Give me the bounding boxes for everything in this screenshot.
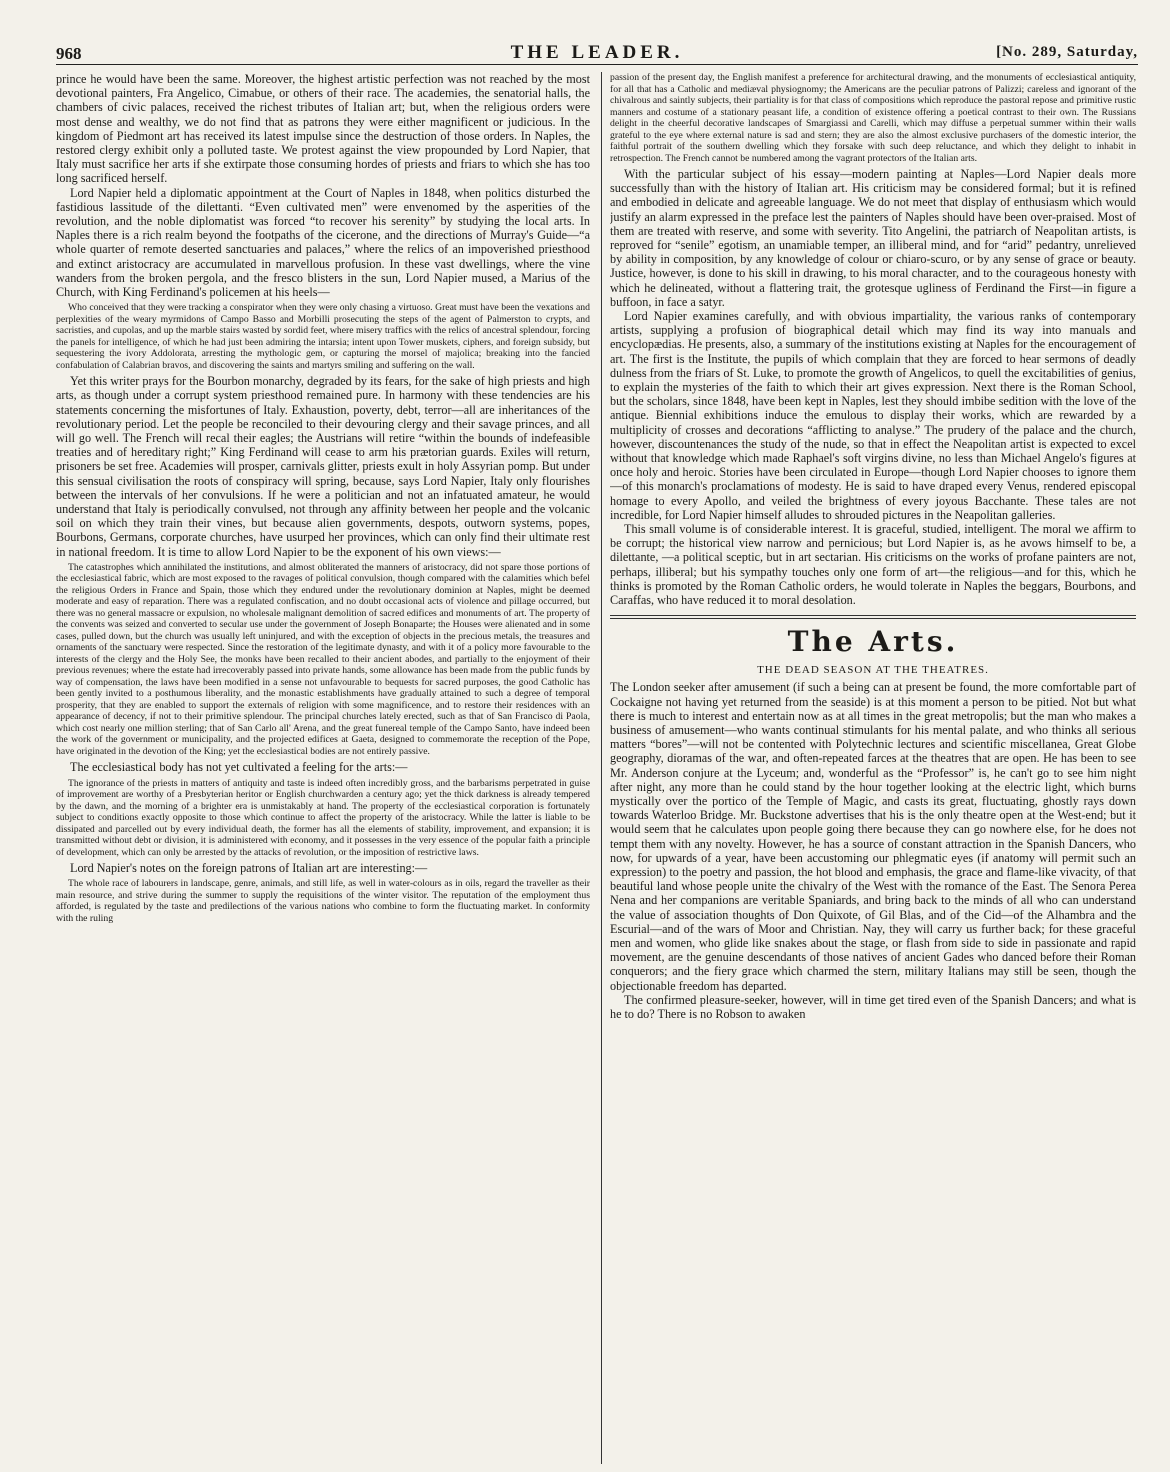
paragraph: prince he would have been the same. Moreover, the highest artistic perfection was not reached by the most devotional painters, Fra Angelico, Cimabue, or others of their race. The academies, the senatorial halls, the chambers of civic palaces, received the richest tributes of Italian art; but, when the religious orders were most dense and wealthy, we do not find that as patrons they were either magnificent or judicious. In the kingdom of Piedmont art has received its latest impulse since the destruction of those orders. In Naples, the restored clergy exhibit only a polluted taste. We protest against the view propounded by Lord Napier, that Italy must sacrifice her arts if she extirpate those consuming hordes of priests and friars to which she has too long sacrificed herself. (56, 72, 590, 186)
block-quote: The ignorance of the priests in matters of antiquity and taste is indeed often incredibly gross, and the barbarisms perpetrated in guise of improvement are worthy of a Presbyterian heritor or English churchwarden a century ago; yet the thick darkness is already tempered by the dawn, and the morning of a brighter era is unmistakably at hand. The property of the ecclesiastical corporation is fortunately subject to conditions exactly opposite to those which continue to affect the property of the aristocracy. While the latter is liable to be dissipated and parcelled out by every individual death, the former has all the elements of stability, improvement, and expansion; it is transmitted without debt or division, it is administered with economy, and it possesses in the very essence of the popular faith a principle of development, which can only be arrested by the attacks of revolution, or the imposition of restrictive laws. (56, 777, 590, 858)
paragraph: With the particular subject of his essay—modern painting at Naples—Lord Napier deals more successfully than with the history of Italian art. His criticism may be considered formal; but it is refined and embodied in delicate and agreeable language. We do not meet that display of enthusiasm which would justify an alarm expressed in the preface lest the painters of Naples should have been over-praised. Most of them are treated with reserve, and some with severity. Tito Angelini, the patriarch of Neapolitan artists, is reproved for “senile” egotism, an unamiable temper, an illiberal mind, and for “arid” pedantry, unrelieved by ability in composition, by any knowledge of colour or chiaro-scuro, or by any sense of grace or beauty. Justice, however, is done to his skill in drawing, to his moral character, and to the courageous honesty with which he delineated, without a flattering trait, the grotesque ugliness of Ferdinand the First—in figure a buffoon, in face a satyr. (610, 167, 1136, 309)
article-heading: THE DEAD SEASON AT THE THEATRES. (757, 664, 989, 677)
masthead-title: THE LEADER. (510, 42, 684, 63)
column-divider (601, 72, 602, 1464)
paragraph: Yet this writer prays for the Bourbon monarchy, degraded by its fears, for the sake of high priests and high arts, as though under a corrupt system priesthood remained pure. In harmony with these tendencies are his statements concerning the misfortunes of Italy. Exhaustion, poverty, debt, terror—all are inheritances of the revolutionary period. Let the people be reconciled to their devouring clergy and their savage princes, and all will go well. The French will recal their eagles; the Austrians will retire “within the bounds of indefeasible treaties and of hereditary right;” King Ferdinand will cease to arm his prætorian guards. Exiles will return, prisoners be set free. Academies will prosper, carnivals glitter, priests exult in holy Assyrian pomp. But under this sensual civilisation the roots of conspiracy will spring, because, says Lord Napier, Italy only flourishes between the intervals of her convulsions. If he were a politician and not an infatuated amateur, he would understand that Italy is periodically convulsed, not through any affinity between her people and the volcanic soil on which they train their vines, but because alien governments, despots, outworn systems, popes, Bourbons, Germans, corporate churches, have usurped her provinces, which can only find their ultimate rest in national freedom. It is time to allow Lord Napier to be the exponent of his own views:— (56, 374, 590, 559)
paragraph: Lord Napier examines carefully, and with obvious impartiality, the various ranks of contemporary artists, supplying a profusion of biographical detail which may find its way into manuals and encyclopædias. He presents, also, a summary of the institutions existing at Naples for the encouragement of art. The first is the Institute, the pupils of which complain that they are forced to hear sermons of deadly dulness from the friars of St. Luke, to promote the growth of Angelicos, to quell the excitabilities of genius, to explain the mysteries of the faith to which their art gives expression. Next there is the Roman School, but the scholars, since 1848, have been kept in Naples, lest they should imbibe sedition with the love of the antique. Biennial exhibitions induce the emulous to display their works, which are rewarded by a multiplicity of crosses and decorations “afflicting to analyse.” The prudery of the palace and the church, however, discountenances the study of the nude, so that in effect the Neapolitan artist is expected to excel without that knowledge which made Raphael's soft virgins divine, no less than Michael Angelo's figures at once holy and heroic. Stories have been circulated in Europe—though Lord Napier chooses to ignore them—of this monarch's proclamations of modesty. He is said to have draped every Venus, rendered episcopal homage to every Apollo, and veiled the brightness of every joyous Bacchante. These tales are not incredible, for Lord Napier himself alludes to shrouded pictures in the Neapolitan galleries. (610, 309, 1136, 522)
paragraph: The London seeker after amusement (if such a being can at present be found, the more comfortable part of Cockaigne not having yet returned from the seaside) is at this moment a person to be pitied. Not but what there is much to interest and entertain now as at all times in the great metropolis; but the man who makes a business of amusement—who wants continual stimulants for his mental palate, and who thinks all serious matters “bores”—will not be contented with Polytechnic lectures and scientific miscellanea, Great Globe geography, dioramas of the war, and often-repeated farces at the theatres that are open. He has been to see Mr. Anderson conjure at the Lyceum; and, wonderful as the “Professor” is, he can't go to see him night after night, any more than he could stand by the hour together looking at the electric light, which burns mystically over the portico of the Temple of Magic, and casts its great, fluctuating, ghostly rays down towards Waterloo Bridge. Mr. Buckstone advertises that his is the only theatre open at the West-end; but it would seem that he calculates upon people going there because they can go nowhere else, for he does not tempt them with any novelty. However, he has a source of constant attraction in the Spanish Dancers, who now, for upwards of a year, have been accustoming our phlegmatic eyes (if anatomy will permit such an expression) to the poetry and passion, the hot blood and emphasis, the grace and flame-like vivacity, of that beautiful land whose people unite the chivalry of the West with the romance of the East. The Senora Perea Nena and her companions are veritable Spaniards, and bring back to the minds of all who can understand the value of association thoughts of Don Quixote, of Gil Blas, and of the Cid—of the Alhambra and the Escurial—and of the wars of Moor and Christian. Nay, they will carry us further back; for these graceful men and women, who glide like snakes about the stage, or flash from side to side in passionate and rapid movement, are the genuine descendants of those natives of ancient Gades who danced before their Roman conquerors; and the fiery grace which charmed the stern, military Italians may still be seen, though the objectionable freedom has departed. (610, 680, 1136, 993)
block-quote: The catastrophes which annihilated the institutions, and almost obliterated the manners of aristocracy, did not spare those portions of the ecclesiastical fabric, which are most exposed to the ravages of political convulsion, though compared with the calamities which befel the religious Orders in France and Spain, those which they endured under the revolutionary dominion at Naples, might be deemed moderate and easy of reparation. There was a regulated confiscation, and no doubt occasional acts of violence and pillage occurred, but there was no general massacre or expulsion, no wholesale malignant demolition of sacred edifices and monuments of art. The property of the convents was seized and converted to secular use under the government of Joseph Bonaparte; the Houses were alienated and in some cases, pulled down, but the church was usually left uninjured, and with the exception of objects in the precious metals, the treasures and ornaments of the sanctuary were respected. Since the restoration of the legitimate dynasty, and with it of a policy more favourable to the interests of the clergy and the Holy See, the monks have been recalled to their ancient abodes, and partially to the enjoyment of their previous revenues; where the estate had irrecoverably passed into private hands, some allowance has been made from the public funds by way of compensation, the laws have been modified in a sense not unfavourable to bequests for sacred purposes, the good Catholic has been gently invited to a posthumous liberality, and the monastic establishments have gradually attained to such a degree of temporal prosperity, that they are enabled to support the externals of religion with some magnificence, and to restore their residences with an appearance of decency, if not to their primitive splendour. The principal churches lately erected, such as that of San Francisco di Paola, which cost nearly one million sterling; that of San Carlo all' Arena, and the great funereal temple of the Campo Santo, have indeed been the work of the government or municipality, and the projected edifices at Gaeta, designed to commemorate the reception of the Pope, have originated in the devotion of the King; yet the ecclesiastical bodies are not entirely passive. (56, 561, 590, 757)
paragraph: This small volume is of considerable interest. It is graceful, studied, intelligent. The moral we affirm to be corrupt; the historical view narrow and pernicious; but Lord Napier is, as he avows himself to be, a dilettante, —a political sceptic, but in art sectarian. His criticisms on the works of profane painters are not, perhaps, illiberal; but his sympathy touches only one form of art—the religious—and for this, which he thinks is promoted by the Roman Catholic orders, he would tolerate in Naples the beggars, Bourbons, and Caraffas, who have reduced it to moral desolation. (610, 522, 1136, 608)
paragraph: Lord Napier held a diplomatic appointment at the Court of Naples in 1848, when politics disturbed the fastidious lassitude of the dilettanti. “Even cultivated men” were envenomed by the asperities of the revolution, and the noble diplomatist was forced “to recover his serenity” by studying the local arts. In Naples there is a rich realm beyond the footpaths of the cicerone, and the directions of Murray's Guide—“a whole quarter of remote deserted sanctuaries and palaces,” where the relics of an impoverished priesthood and extinct aristocracy are accumulated in marvellous profusion. In these vast dwellings, where the vine wanders from the broken pergola, and the fresco blisters in the sun, Lord Napier mused, a Marius of the Church, with King Ferdinand's policemen at his heels— (56, 185, 590, 300)
issue-info: [No. 289, Saturday, (996, 44, 1138, 60)
page-number: 968 (56, 44, 82, 63)
block-quote: passion of the present day, the English manifest a preference for architectural drawing, and the monuments of ecclesiastical antiquity, for all that has a Catholic and mediæval physiognomy; the Americans are the peculiar patrons of Palizzi; careless and ignorant of the chivalrous and saintly subjects, their partiality is for that class of compositions which reproduce the pastoral repose and primitive rustic manners and costume of a stationary peasant life, a condition of existence offering a poetical contrast to their own. The Russians delight in the cheerful decorative landscapes of Smargiassi and Carelli, which may diffuse a perpetual summer within their walls grateful to the eye where external nature is sad and stern; they are also the almost exclusive purchasers of the domestic interior, the faithful portrait of the southern dwelling which they forsake with such deep reluctance, and which they delight to inhabit in retrospection. The French cannot be numbered among the vagrant protectors of the Italian arts. (610, 72, 1136, 164)
section-divider (610, 615, 1136, 619)
block-quote: Who conceived that they were tracking a conspirator when they were only chasing a virtuoso. Great must have been the vexations and perplexities of the weary myrmidons of Campo Basso and Morbilli prosecuting the steps of the agent of Palmerston to crypts, and sacristies, and cupolas, and up the marble stairs wasted by sordid feet, where misery traffics with the relics of ancestral splendour, forcing the panels for intelligence, of which he had just been admiring the intarsia; intent upon Tower muskets, ciphers, and foreign subsidy, but sequestering the ivory Addolorata, arresting the mythologic gem, or capturing the morsel of majolica; breaking into the fancied confabulation of Calabrian bravos, and discovering the saints and martyrs smiling and suffering on the wall. (56, 302, 590, 371)
page-header (56, 42, 1138, 65)
paragraph: The ecclesiastical body has not yet cultivated a feeling for the arts:— (70, 760, 408, 775)
paragraph: The confirmed pleasure-seeker, however, will in time get tired even of the Spanish Dancers; and what is he to do? There is no Robson to awaken (610, 992, 1136, 1021)
section-title: The Arts. (787, 625, 959, 659)
right-column (610, 72, 1136, 1467)
block-quote: The whole race of labourers in landscape, genre, animals, and still life, as well in water-colours as in oils, regard the traveller as their main resource, and strive during the summer to supply the requisitions of the winter visitor. The reputation of the employment thus afforded, is regulated by the taste and predilections of the various nations who combine to form the fluctuating market. In conformity with the ruling (56, 878, 590, 924)
paragraph: Lord Napier's notes on the foreign patrons of Italian art are interesting:— (70, 861, 428, 876)
left-column (56, 72, 590, 1467)
